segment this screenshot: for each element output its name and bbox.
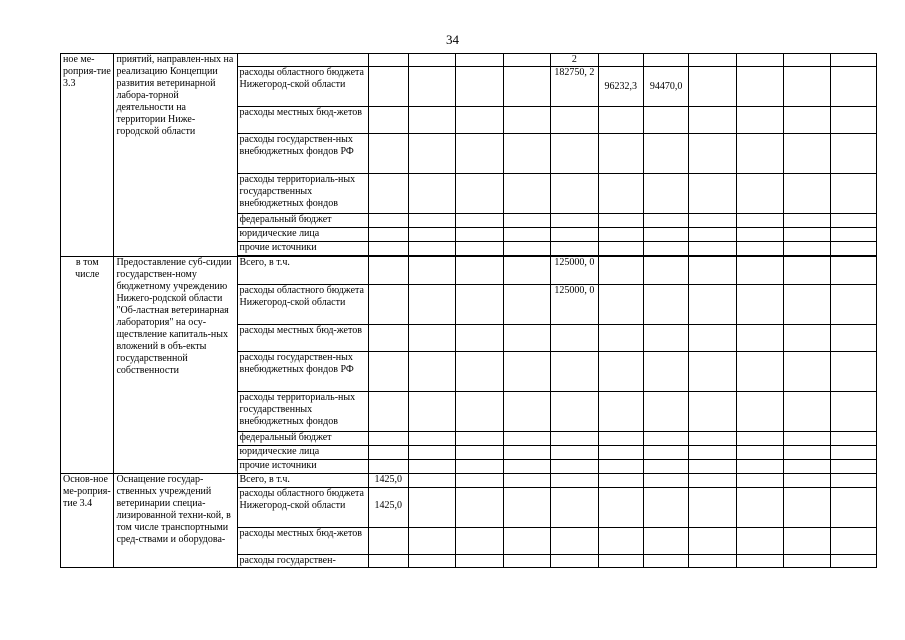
source-cell: [237, 54, 368, 67]
source-cell: расходы областного бюджета Нижегород-ской области: [237, 488, 368, 528]
source-cell: юридические лица: [237, 446, 368, 460]
measure-code-cell: ное ме-роприя-тие 3.3: [61, 54, 114, 257]
source-cell: Всего, в т.ч.: [237, 474, 368, 488]
source-cell: расходы государствен-: [237, 555, 368, 568]
value-cell: 1425,0: [368, 474, 408, 488]
source-cell: расходы областного бюджета Нижегород-ской области: [237, 285, 368, 325]
table-row: [61, 54, 877, 67]
value-cell: 96232,3: [598, 67, 643, 107]
financing-table: [60, 53, 877, 568]
source-cell: федеральный бюджет: [237, 432, 368, 446]
source-cell: расходы областного бюджета Нижегород-ской области: [237, 67, 368, 107]
source-cell: федеральный бюджет: [237, 214, 368, 228]
source-cell: юридические лица: [237, 228, 368, 242]
page-number: 34: [446, 32, 459, 47]
source-cell: расходы территориаль-ных государственных внебюджетных фондов: [237, 392, 368, 432]
table-row: [61, 474, 877, 488]
measure-name-cell: приятий, направлен-ных на реализацию Концепции развития ветеринарной лабора-торной деятельности на территории Ниже-городской области: [114, 54, 237, 257]
measure-name-cell: Оснащение государ-ственных учреждений ветеринарии специа-лизированной техни-кой, в том числе транспортными сред-ствами и оборудова-: [114, 474, 237, 568]
value-cell: 2: [551, 54, 598, 67]
value-cell: 182750, 2: [551, 67, 598, 107]
source-cell: расходы государствен-ных внебюджетных фондов РФ: [237, 134, 368, 174]
source-cell: расходы местных бюд-жетов: [237, 325, 368, 352]
source-cell: расходы местных бюд-жетов: [237, 107, 368, 134]
value-cell: 125000, 0: [551, 257, 598, 285]
table-row: [61, 257, 877, 285]
measure-code-cell: в том числе: [61, 257, 114, 474]
source-cell: Всего, в т.ч.: [237, 257, 368, 285]
source-cell: расходы местных бюд-жетов: [237, 528, 368, 555]
source-cell: прочие источники: [237, 460, 368, 474]
source-cell: расходы территориаль-ных государственных внебюджетных фондов: [237, 174, 368, 214]
source-cell: прочие источники: [237, 242, 368, 256]
value-cell: 1425,0: [368, 488, 408, 528]
source-cell: расходы государствен-ных внебюджетных фондов РФ: [237, 352, 368, 392]
value-cell: 125000, 0: [551, 285, 598, 325]
value-cell: 94470,0: [643, 67, 688, 107]
measure-code-cell: Основ-ное ме-роприя-тие 3.4: [61, 474, 114, 568]
measure-name-cell: Предоставление суб-сидии государствен-ному бюджетному учреждению Нижего-родской области "Об-ластная ветеринарная лаборатория" на осу-ществление капиталь-ных вложений в объ-екты государственной собственности: [114, 257, 237, 474]
